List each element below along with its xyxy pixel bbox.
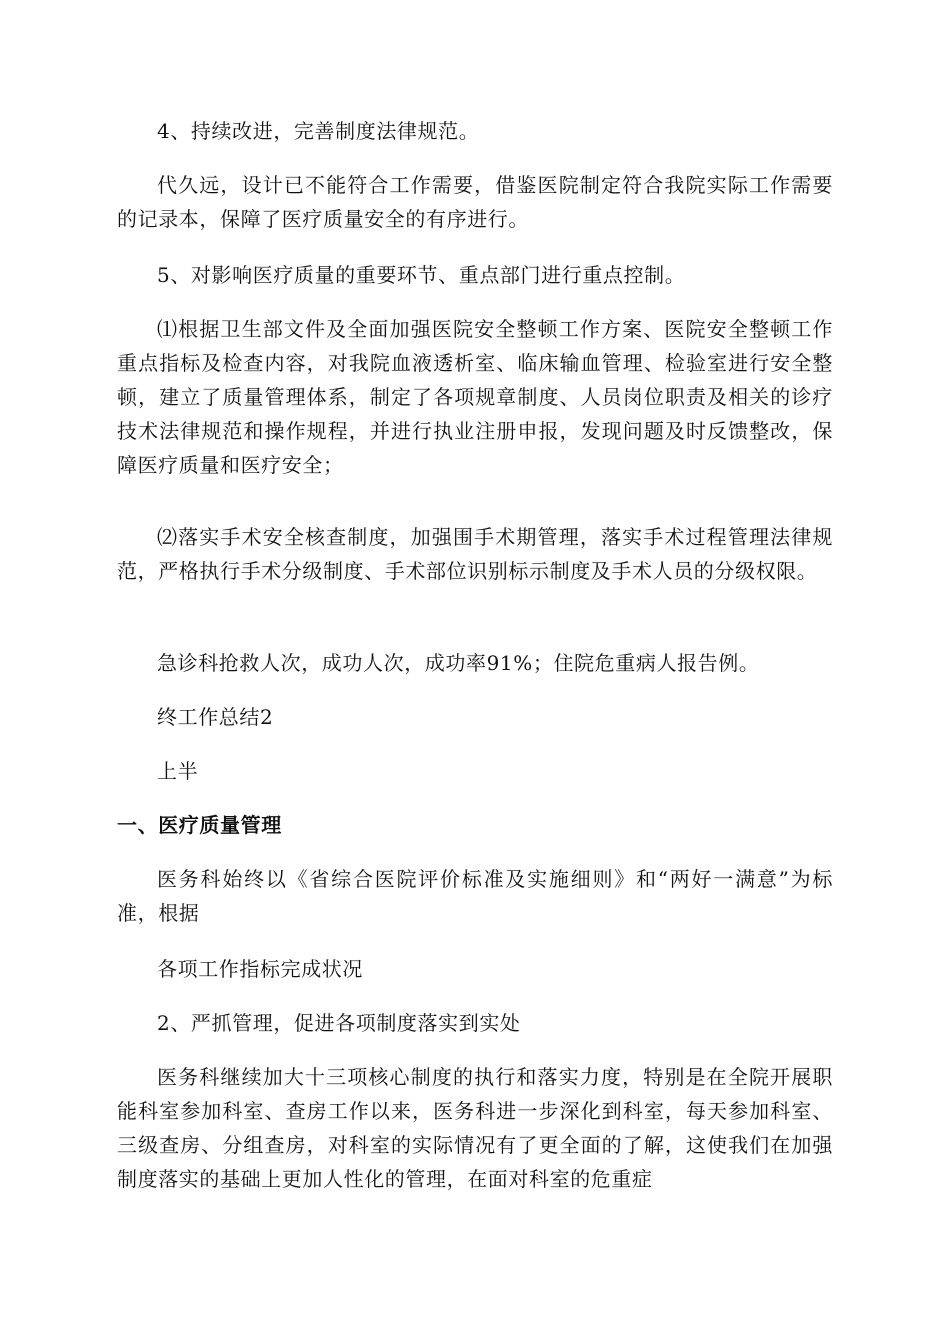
paragraph-item-4: 4、持续改进，完善制度法律规范。: [157, 119, 480, 143]
paragraph-record-book: 代久远，设计已不能符合工作需要，借鉴医院制定符合我院实际工作需要的记录本，保障了医疗质量安全的有序进行。: [117, 173, 833, 231]
paragraph-indicators: 各项工作指标完成状况: [157, 957, 363, 981]
paragraph-emergency-stats: 急诊科抢救人次，成功人次，成功率91%；住院危重病人报告例。: [157, 651, 760, 675]
paragraph-surgery-safety: ⑵落实手术安全核查制度，加强围手术期管理，落实手术过程管理法律规范，严格执行手术分级制度、手术部位识别标示制度及手术人员的分级权限。: [117, 525, 833, 583]
paragraph-core-systems: 医务科继续加大十三项核心制度的执行和落实力度，特别是在全院开展职能科室参加科室、查房工作以来，医务科进一步深化到科室，每天参加科室、三级查房、分组查房，对科室的实际情况有了更全面的了解，这使我们在加强制度落实的基础上更加人性化的管理，在面对科室的危重症: [117, 1065, 833, 1191]
paragraph-first-half: 上半: [157, 759, 199, 783]
paragraph-safety-rectification: ⑴根据卫生部文件及全面加强医院安全整顿工作方案、医院安全整顿工作重点指标及检查内容，对我院血液透析室、临床输血管理、检验室进行安全整顿，建立了质量管理体系，制定了各项规章制度、人员岗位职责及相关的诊疗技术法律规范和操作规程，并进行执业注册申报，发现问题及时反馈整改，保障医疗质量和医疗安全；: [117, 317, 833, 477]
paragraph-summary-2: 终工作总结2: [157, 705, 274, 729]
paragraph-evaluation-standard: 医务科始终以《省综合医院评价标准及实施细则》和“两好一满意”为标准，根据: [117, 867, 833, 925]
paragraph-item-2: 2、严抓管理，促进各项制度落实到实处: [157, 1011, 521, 1035]
section-heading-quality: 一、医疗质量管理: [117, 813, 282, 837]
paragraph-item-5: 5、对影响医疗质量的重要环节、重点部门进行重点控制。: [157, 263, 686, 287]
